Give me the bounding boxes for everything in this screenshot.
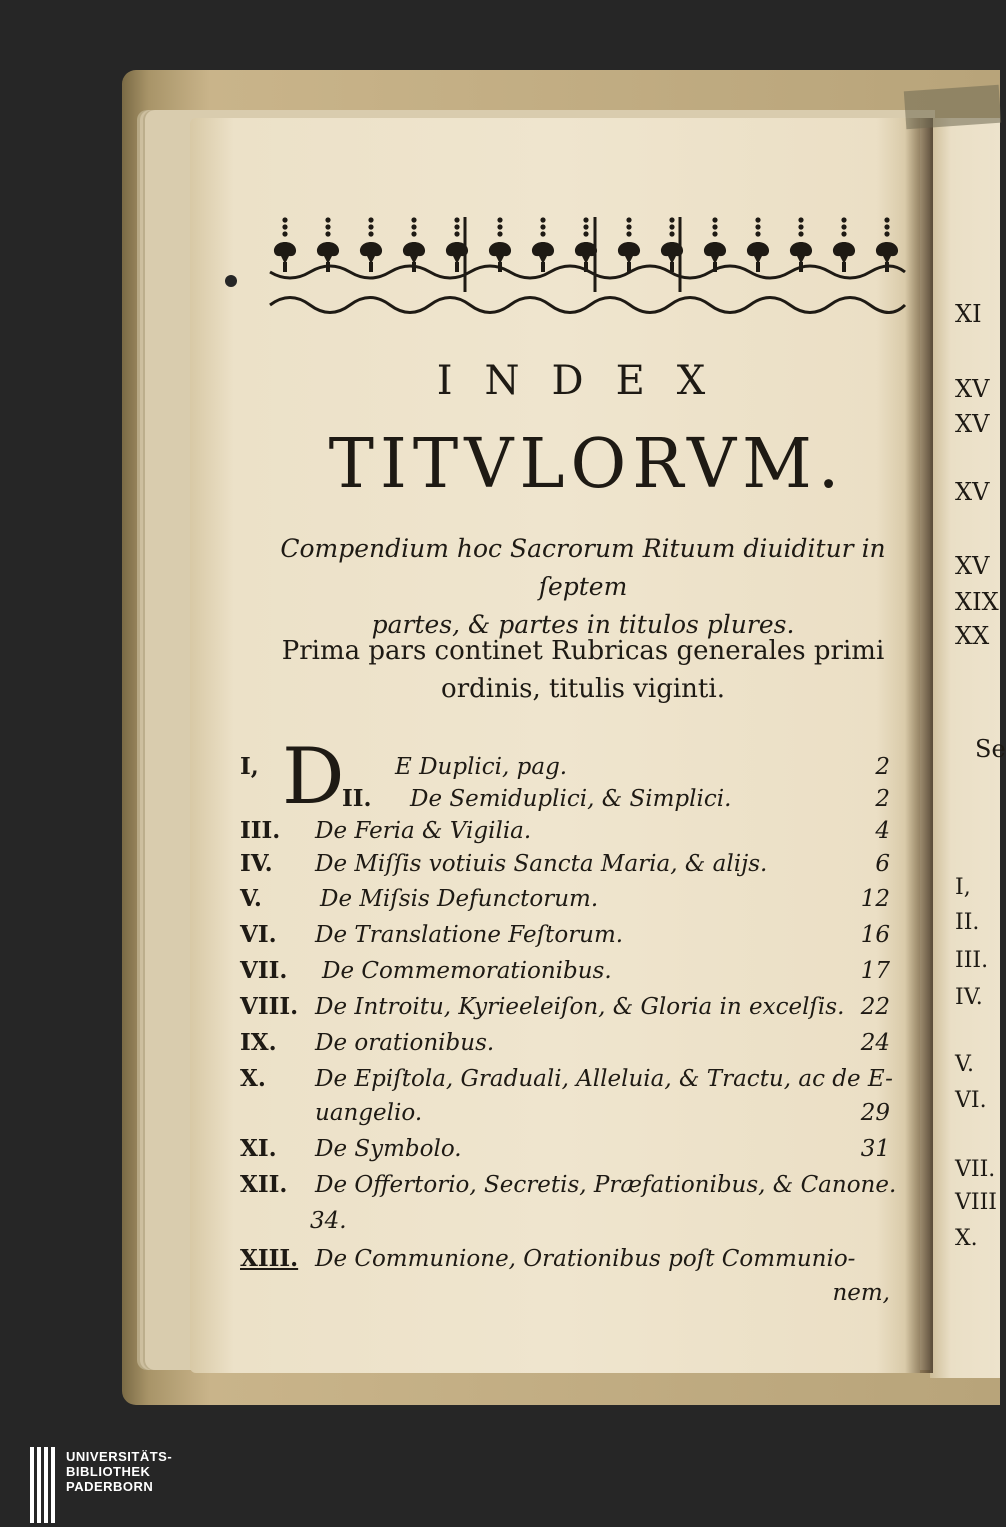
toc-entry [240, 954, 890, 988]
facing-numeral: X. [955, 1226, 978, 1251]
index-heading: INDEX [436, 358, 738, 404]
entry-number: VI. [240, 921, 277, 948]
entry-page: 17 [860, 958, 890, 984]
entry-number: I, [240, 753, 259, 780]
section-heading [258, 632, 908, 708]
binding-tape [904, 85, 1001, 130]
entry-title: De Offertorio, Secretis, Præfationibus, & Canone. [315, 1172, 897, 1198]
entry-page: 16 [860, 922, 890, 948]
facing-numeral: VII. [955, 1157, 996, 1182]
entry-title: De Miſsis Defunctorum. [320, 886, 599, 912]
facing-heading: Se [975, 735, 1006, 763]
toc-entry [240, 918, 890, 952]
logo-line-2: BIBLIOTHEK [66, 1464, 151, 1479]
facing-numeral: V. [955, 1052, 975, 1077]
entry-title: De Translatione Feſtorum. [315, 922, 624, 948]
facing-numeral: III. [955, 948, 989, 973]
facing-numeral: I, [955, 875, 971, 900]
entry-title: De Symbolo. [315, 1136, 462, 1162]
toc-entry [240, 1242, 890, 1276]
entry-number: IV. [240, 850, 273, 877]
intro-line-2: partes, & partes in titulos plures. [371, 610, 795, 639]
entry-page: 2 [875, 786, 890, 812]
fleuron-ornament [876, 217, 898, 272]
entry-number: XIII. [240, 1245, 299, 1272]
toc-entry [240, 847, 890, 881]
fleuron-ornament [747, 217, 769, 272]
library-logo-text [66, 1449, 172, 1494]
fleuron-ornament [489, 217, 511, 272]
entry-number: II. [342, 785, 372, 812]
entry-number: VII. [240, 957, 288, 984]
fleuron-ornament [790, 217, 812, 272]
facing-numeral: XI [955, 300, 982, 328]
entry-title-continuation: nem, [832, 1280, 890, 1306]
toc-entry [240, 1026, 890, 1060]
entry-title: De Communione, Orationibus poſt Communio- [315, 1246, 856, 1272]
facing-numeral: XV [955, 552, 990, 580]
intro-line-1: Compendium hoc Sacrorum Rituum diuiditur in ſeptem [280, 534, 886, 601]
fleuron-ornament [274, 217, 296, 272]
toc-entry [240, 1132, 890, 1166]
facing-numeral: XV [955, 478, 990, 506]
toc-entry-continuation [240, 1276, 890, 1310]
entry-page: 4 [875, 818, 890, 844]
entry-title: De Miſſis votiuis Sancta Maria, & alijs. [315, 851, 768, 877]
entry-title: De Feria & Vigilia. [315, 818, 532, 844]
entry-title: De Introitu, Kyrieeleiſon, & Gloria in excelſis. [315, 994, 845, 1020]
entry-page: 2 [875, 754, 890, 780]
drop-cap: D [282, 732, 345, 822]
entry-title: De Semiduplici, & Simplici. [410, 786, 732, 812]
entry-page-continuation: 34. [310, 1208, 347, 1234]
facing-numeral: XV [955, 410, 990, 438]
entry-number: XI. [240, 1135, 277, 1162]
fleuron-ornament [360, 217, 382, 272]
facing-numeral: VI. [955, 1088, 987, 1113]
facing-numeral: VIII [955, 1190, 997, 1215]
entry-page: 29 [860, 1100, 890, 1126]
toc-entry [240, 750, 890, 784]
entry-title: De orationibus. [315, 1030, 495, 1056]
entry-page: 6 [875, 851, 890, 877]
library-logo [22, 1447, 182, 1527]
entry-title: De Epiſtola, Graduali, Alleluia, & Tractu, ac de E- [315, 1066, 893, 1092]
toc-entry [240, 882, 890, 916]
fleuron-ornament [618, 217, 640, 272]
entry-number: III. [240, 817, 281, 844]
section-heading-line-2: ordinis, titulis viginti. [441, 674, 725, 704]
entry-page: 24 [860, 1030, 890, 1056]
toc-entry-continuation [240, 1096, 890, 1130]
binding-hole [225, 275, 237, 287]
fleuron-ornament [317, 217, 339, 272]
entry-number: V. [240, 885, 262, 912]
section-heading-line-1: Prima pars continet Rubricas generales primi [281, 636, 885, 666]
intro-paragraph [258, 530, 908, 644]
facing-numeral: XV [955, 375, 990, 403]
toc-entry [240, 990, 890, 1024]
entry-page: 31 [860, 1136, 890, 1162]
facing-numeral: XX [955, 622, 990, 650]
library-logo-icon [30, 1447, 56, 1523]
entry-number: X. [240, 1065, 266, 1092]
fleuron-ornament [532, 217, 554, 272]
toc-entry [240, 782, 890, 816]
entry-number: IX. [240, 1029, 277, 1056]
fleuron-ornament [403, 217, 425, 272]
fleuron-ornament [833, 217, 855, 272]
facing-numeral: XIX [955, 588, 999, 616]
facing-numeral: IV. [955, 985, 983, 1010]
ornamental-headpiece [265, 212, 910, 332]
entry-title-continuation: uangelio. [315, 1100, 423, 1126]
entry-number: XII. [240, 1171, 288, 1198]
toc-entry [240, 1062, 893, 1096]
page-title: TITVLORVM. [328, 425, 846, 504]
logo-line-3: PADERBORN [66, 1479, 154, 1494]
facing-numeral: II. [955, 910, 980, 935]
toc-entry [240, 1168, 897, 1202]
entry-title: E Duplici, pag. [395, 754, 568, 780]
toc-entry [240, 814, 890, 848]
entry-page: 22 [860, 994, 890, 1020]
entry-number: VIII. [240, 993, 299, 1020]
fleuron-ornament [704, 217, 726, 272]
logo-line-1: UNIVERSITÄTS- [66, 1449, 173, 1464]
entry-page: 12 [860, 886, 890, 912]
entry-title: De Commemorationibus. [322, 958, 612, 984]
